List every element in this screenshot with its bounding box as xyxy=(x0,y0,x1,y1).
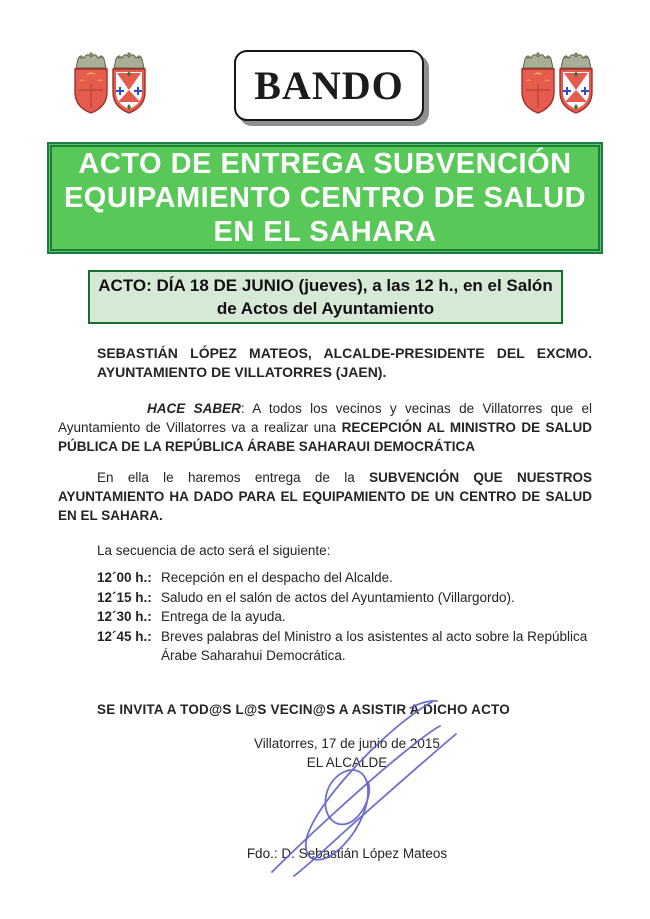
schedule-time: 12´15 h.: xyxy=(97,589,152,605)
schedule-description: Entrega de la ayuda. xyxy=(161,609,286,624)
coat-of-arms-icon xyxy=(72,50,148,118)
schedule-description: Saludo en el salón de actos del Ayuntamiento (Villargordo). xyxy=(161,589,515,605)
title-box xyxy=(47,142,603,254)
hace-saber-paragraph: HACE SABER: A todos los vecinos y vecinas de Villatorres que el Ayuntamiento de Villatorres va a realizar una RECEPCIÓN AL MINISTRO DE SALUD PÚBLICA DE LA REPÚBLICA ÁRABE SAHARAUI DEMOCRÁTICA xyxy=(58,401,593,454)
bando-banner-text: BANDO xyxy=(254,63,404,108)
bando-banner xyxy=(234,50,424,121)
mayor-intro-paragraph: SEBASTIÁN LÓPEZ MATEOS, ALCALDE-PRESIDENTE DEL EXCMO. AYUNTAMIENTO DE VILLATORRES (JAEN). xyxy=(97,345,592,380)
schedule-item xyxy=(97,607,592,627)
event-details-box xyxy=(88,270,563,324)
event-schedule xyxy=(97,568,592,666)
schedule-time: 12´45 h.: xyxy=(97,628,152,644)
sequence-intro: La secuencia de acto será el siguiente: xyxy=(97,543,331,558)
entrega-paragraph: En ella le haremos entrega de la SUBVENCIÓN QUE NUESTROS AYUNTAMIENTO HA DADO PARA EL EQUIPAMIENTO DE UN CENTRO DE SALUD EN EL SAHARA. xyxy=(58,470,593,523)
schedule-item xyxy=(97,627,592,666)
schedule-time: 12´00 h.: xyxy=(97,570,152,585)
place-date: Villatorres, 17 de junio de 2015 xyxy=(254,735,440,751)
event-details-line-1: ACTO: DÍA 18 DE JUNIO (jueves), a las 12 h., en el Salón xyxy=(98,276,553,295)
document-body xyxy=(58,344,592,863)
invitation-line: SE INVITA A TOD@S L@S VECIN@S A ASISTIR A DICHO ACTO xyxy=(97,701,510,717)
schedule-time: 12´30 h.: xyxy=(97,609,152,624)
signer-title: EL ALCALDE xyxy=(306,754,388,770)
signature-block xyxy=(58,734,592,863)
title-line-3: EN EL SAHARA xyxy=(213,216,437,248)
schedule-item xyxy=(97,568,592,588)
title-line-1: ACTO DE ENTREGA SUBVENCIÓN xyxy=(78,148,572,180)
event-details-line-2: de Actos del Ayuntamiento xyxy=(216,299,435,318)
schedule-description: Breves palabras del Ministro a los asistentes al acto sobre la República Árabe Saharahui Democrática. xyxy=(161,628,588,663)
title-line-2: EQUIPAMIENTO CENTRO DE SALUD xyxy=(63,182,587,214)
coat-of-arms-icon xyxy=(519,50,595,118)
schedule-item xyxy=(97,588,592,608)
signed-by: Fdo.: D. Sebastián López Mateos xyxy=(246,845,448,861)
schedule-description: Recepción en el despacho del Alcalde. xyxy=(161,570,393,585)
